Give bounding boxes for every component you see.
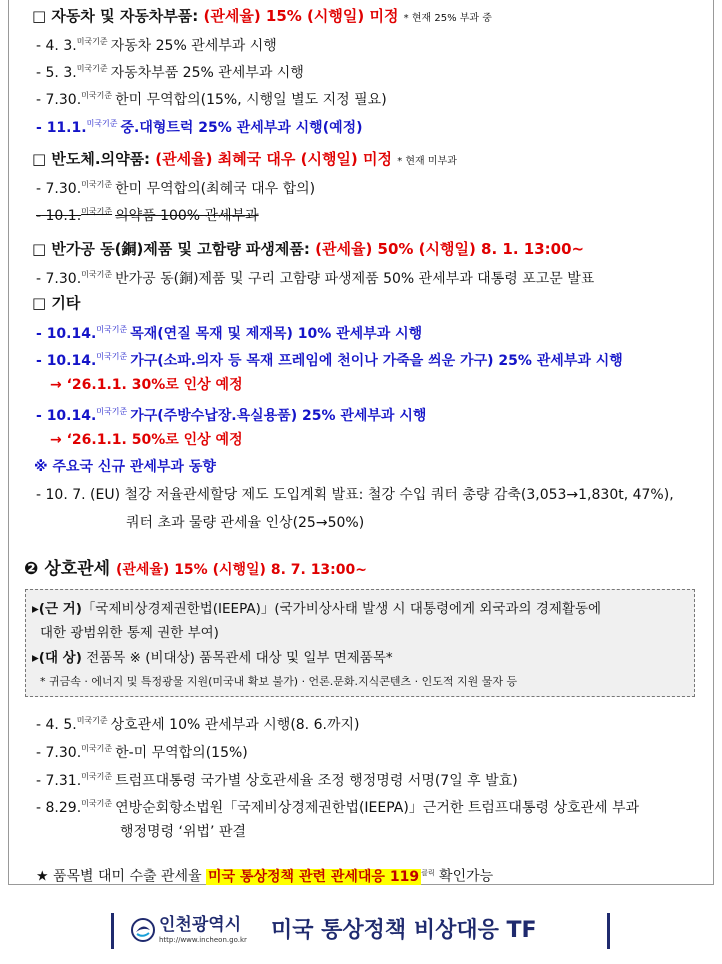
checkbox-square: □ — [32, 7, 47, 25]
text-span: 전품목 ※ (비대상) 품목관세 대상 및 일부 면제품목* — [86, 650, 393, 666]
text-span: 목재(연질 목재 및 제재목) 10% 관세부과 시행 — [130, 326, 423, 342]
section-recip-rate: (관세율) 15% (시행일) 8. 7. 13:00~ — [115, 562, 367, 578]
text-span: 10.14. — [46, 353, 97, 369]
text-span: - — [36, 408, 42, 424]
text-span: 가구(주방수납장.욕실용품) 25% 관세부과 시행 — [130, 408, 427, 424]
section-etc-heading — [32, 294, 80, 312]
star-suffix: 확인가능 — [439, 868, 494, 885]
list-item — [36, 403, 426, 425]
section-recip-title: 상호관세 — [44, 559, 111, 579]
list-item — [36, 348, 623, 370]
text-span: 「국제비상경제권한법(IEEPA)」(국가비상사태 발생 시 대통령에게 외국과의 경제활동에 — [81, 601, 602, 617]
section-auto-heading — [32, 7, 492, 28]
text-span: - — [36, 353, 42, 369]
text-span: 4. 3. — [45, 38, 77, 54]
list-item — [36, 115, 363, 137]
text-span: 트럼프대통령 국가별 상호관세율 조정 행정명령 서명(7일 후 발효) — [115, 773, 518, 789]
text-span: 자동차부품 25% 관세부과 시행 — [110, 65, 304, 81]
tariff-119-link[interactable]: 미국 통상정책 관련 관세대응 119 — [208, 868, 420, 885]
basis-line: 대한 광범위한 통제 권한 부여) — [40, 625, 219, 641]
text-span: 자동차 25% 관세부과 시행 — [110, 38, 277, 54]
footer-bar-left — [111, 913, 114, 949]
list-item-continuation: 행정명령 ‘위법’ 판결 — [120, 824, 246, 840]
list-item — [36, 321, 422, 343]
text-span: 7.30. — [45, 181, 82, 197]
text-span: - — [36, 120, 42, 136]
footer-title: 미국 통상정책 비상대응 TF — [271, 918, 537, 943]
text-span: 한미 무역합의(최혜국 대우 합의) — [115, 181, 316, 197]
text-span: 미국기준 — [81, 799, 113, 808]
arrow-note: → ‘26.1.1. 50%로 인상 예정 — [50, 432, 243, 448]
text-span: 7.30. — [45, 271, 82, 287]
section-etc-title: 기타 — [51, 294, 81, 312]
section-semi-heading — [32, 150, 457, 171]
click-mark: 클릭 — [421, 869, 435, 877]
number-badge-2: ❷ — [24, 559, 39, 579]
basis-line — [32, 600, 601, 618]
basis-label: ▸(근 거) — [32, 601, 82, 617]
text-span: 11.1. — [46, 120, 87, 136]
arrow-note: → ‘26.1.1. 30%로 인상 예정 — [50, 377, 243, 393]
text-span: 미국기준 — [86, 119, 118, 128]
section-semi-title: 반도체.의약품: — [51, 150, 151, 168]
footer-banner — [111, 913, 613, 949]
footer-org: 인천광역시 — [159, 915, 242, 935]
section-recip-heading — [24, 559, 367, 580]
text-span: - — [36, 800, 42, 816]
footer-url: http://www.incheon.go.kr — [159, 936, 247, 944]
section-copper-heading — [32, 240, 584, 258]
text-span: 미국기준 — [81, 744, 113, 753]
list-item — [36, 266, 594, 288]
incheon-logo-icon — [131, 918, 155, 942]
text-span: 한미 무역합의(15%, 시행일 별도 지정 필요) — [115, 92, 387, 108]
text-span: 중.대형트럭 25% 관세부과 시행(예정) — [120, 120, 363, 136]
target-line — [32, 649, 393, 667]
star-line — [36, 864, 493, 886]
section-auto-note: * 현재 25% 부과 중 — [403, 13, 492, 24]
text-span: 10.14. — [46, 326, 97, 342]
text-span: 5. 3. — [45, 65, 77, 81]
text-span: 미국기준 — [96, 325, 128, 334]
section-semi-note: * 현재 미부과 — [397, 156, 457, 167]
text-span: 미국기준 — [81, 270, 113, 279]
text-span: 10.1. — [45, 208, 82, 224]
checkbox-square: □ — [32, 294, 47, 312]
text-span: 7.30. — [45, 92, 82, 108]
foreign-trend-heading: ※ 주요국 신규 관세부과 동향 — [34, 459, 216, 475]
text-span: - — [36, 208, 42, 224]
text-span: 미국기준 — [96, 352, 128, 361]
list-item — [36, 87, 387, 109]
section-auto-title: 자동차 및 자동차부품: — [51, 7, 199, 25]
section-semi-rate: (관세율) 최혜국 대우 (시행일) 미정 — [155, 150, 392, 168]
text-span: - — [36, 271, 42, 287]
checkbox-square: □ — [32, 240, 47, 258]
text-span: - — [36, 181, 42, 197]
text-span: - — [36, 717, 42, 733]
text-span: 미국기준 — [81, 772, 113, 781]
star-prefix: ★ 품목별 대미 수출 관세율 — [36, 868, 202, 885]
text-span: 의약품 100% 관세부과 — [115, 208, 259, 224]
text-span: 7.31. — [45, 773, 82, 789]
text-span: 미국기준 — [81, 91, 113, 100]
text-span: 미국기준 — [81, 207, 113, 216]
list-item-struck — [36, 203, 259, 225]
target-label: ▸(대 상) — [32, 650, 82, 666]
text-span: 미국기준 — [76, 716, 108, 725]
text-span: - — [36, 745, 42, 761]
text-span: 10.14. — [46, 408, 97, 424]
text-span: 4. 5. — [45, 717, 77, 733]
text-span: - — [36, 326, 42, 342]
text-span: 상호관세 10% 관세부과 시행(8. 6.까지) — [110, 717, 360, 733]
footer-bar-right — [607, 913, 610, 949]
text-span: 미국기준 — [96, 407, 128, 416]
list-item — [36, 712, 359, 734]
list-item — [36, 176, 315, 198]
text-span: 미국기준 — [81, 180, 113, 189]
text-span: 8.29. — [45, 800, 82, 816]
list-item — [36, 60, 304, 82]
list-item — [36, 33, 277, 55]
section-auto-rate: (관세율) 15% (시행일) 미정 — [203, 7, 399, 25]
target-note: * 귀금속 · 에너지 및 특정광물 지원(미국내 확보 불가) · 언론.문화.지식콘텐츠 · 인도적 지원 물자 등 — [40, 675, 518, 688]
text-span: 미국기준 — [76, 37, 108, 46]
text-span: - — [36, 773, 42, 789]
list-item — [36, 740, 248, 762]
foreign-trend-line: 쿼터 초과 물량 관세율 인상(25→50%) — [126, 515, 365, 531]
text-span: 반가공 동(銅)제품 및 구리 고함량 파생제품 50% 관세부과 대통령 포고문 발표 — [115, 271, 595, 287]
checkbox-square: □ — [32, 150, 47, 168]
text-span: 미국기준 — [76, 64, 108, 73]
section-copper-rate: (관세율) 50% (시행일) 8. 1. 13:00~ — [315, 240, 585, 258]
text-span: - — [36, 65, 42, 81]
text-span: - — [36, 38, 42, 54]
list-item — [36, 795, 639, 817]
list-item — [36, 768, 518, 790]
text-span: 가구(소파.의자 등 목재 프레임에 천이나 가죽을 씌운 가구) 25% 관세부과 시행 — [130, 353, 623, 369]
section-copper-title: 반가공 동(銅)제품 및 고함량 파생제품: — [51, 240, 310, 258]
foreign-trend-line: - 10. 7. (EU) 철강 저율관세할당 제도 도입계획 발표: 철강 수입 쿼터 총량 감축(3,053→1,830t, 47%), — [36, 487, 674, 503]
text-span: 연방순회항소법원「국제비상경제권한법(IEEPA)」근거한 트럼프대통령 상호관세 부과 — [115, 800, 640, 816]
text-span: 7.30. — [45, 745, 82, 761]
text-span: - — [36, 92, 42, 108]
text-span: 한-미 무역합의(15%) — [115, 745, 248, 761]
